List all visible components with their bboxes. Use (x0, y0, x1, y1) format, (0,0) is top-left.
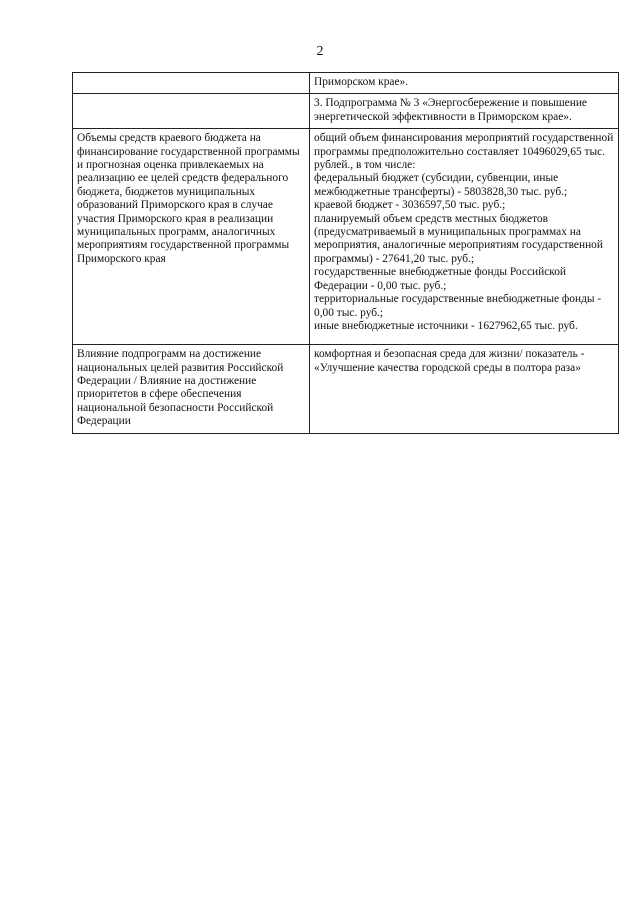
funding-local: планируемый объем средств местных бюджетов (предусматриваемый в муниципальных программах на мероприятия, аналогичные мероприятиям государственной программы) - 27641,20 тыс. руб.; (314, 212, 603, 265)
row-1-right-text: Приморском крае». (314, 76, 409, 88)
page-number: 2 (316, 44, 324, 59)
funding-other: иные внебюджетные источники - 1627962,65 тыс. руб. (314, 319, 578, 332)
impact-value-text: комфортная и безопасная среда для жизни/ показатель - «Улучшение качества городской среды в полтора раза» (314, 348, 585, 374)
funding-label-cell (73, 129, 310, 345)
funding-state-offbudget: государственные внебюджетные фонды Российской Федерации - 0,00 тыс. руб.; (314, 266, 567, 292)
row-1-left-cell (73, 73, 310, 94)
table-row (73, 73, 619, 94)
passport-table (72, 72, 619, 434)
table-row (73, 129, 619, 345)
funding-total: общий объем финансирования мероприятий государственной программы предположительно составляет 10496029,65 тыс. рублей., в том числе: (314, 132, 614, 172)
funding-label-text: Объемы средств краевого бюджета на финансирование государственной программы и прогнозная оценка привлекаемых на реализацию ее целей средств федерального бюджета, бюджетов муниципальных образований Приморского края в случае участия Приморского края в реализации муниципальных программ, аналогичных мероприятиям государственной программы Приморского края (77, 132, 300, 265)
table-row (73, 345, 619, 433)
row-2-right-cell (310, 94, 619, 129)
impact-label-cell (73, 345, 310, 433)
impact-label-text: Влияние подпрограмм на достижение национальных целей развития Российской Федерации / Влияние на достижение приоритетов в сфере обеспечения национальной безопасности Российской Федерации (77, 348, 284, 428)
funding-value-cell (310, 129, 619, 345)
funding-federal: федеральный бюджет (субсидии, субвенции, иные межбюджетные трансферты) - 5803828,30 тыс. руб.; (314, 172, 568, 198)
subprogram-3-title: 3. Подпрограмма № 3 «Энергосбережение и повышение энергетической эффективности в Приморском крае». (314, 97, 587, 123)
row-2-left-cell (73, 94, 310, 129)
funding-regional: краевой бюджет - 3036597,50 тыс. руб.; (314, 199, 506, 212)
impact-value-cell (310, 345, 619, 433)
table-row (73, 94, 619, 129)
row-1-right-cell (310, 73, 619, 94)
funding-territorial-offbudget: территориальные государственные внебюджетные фонды - 0,00 тыс. руб.; (314, 293, 602, 319)
